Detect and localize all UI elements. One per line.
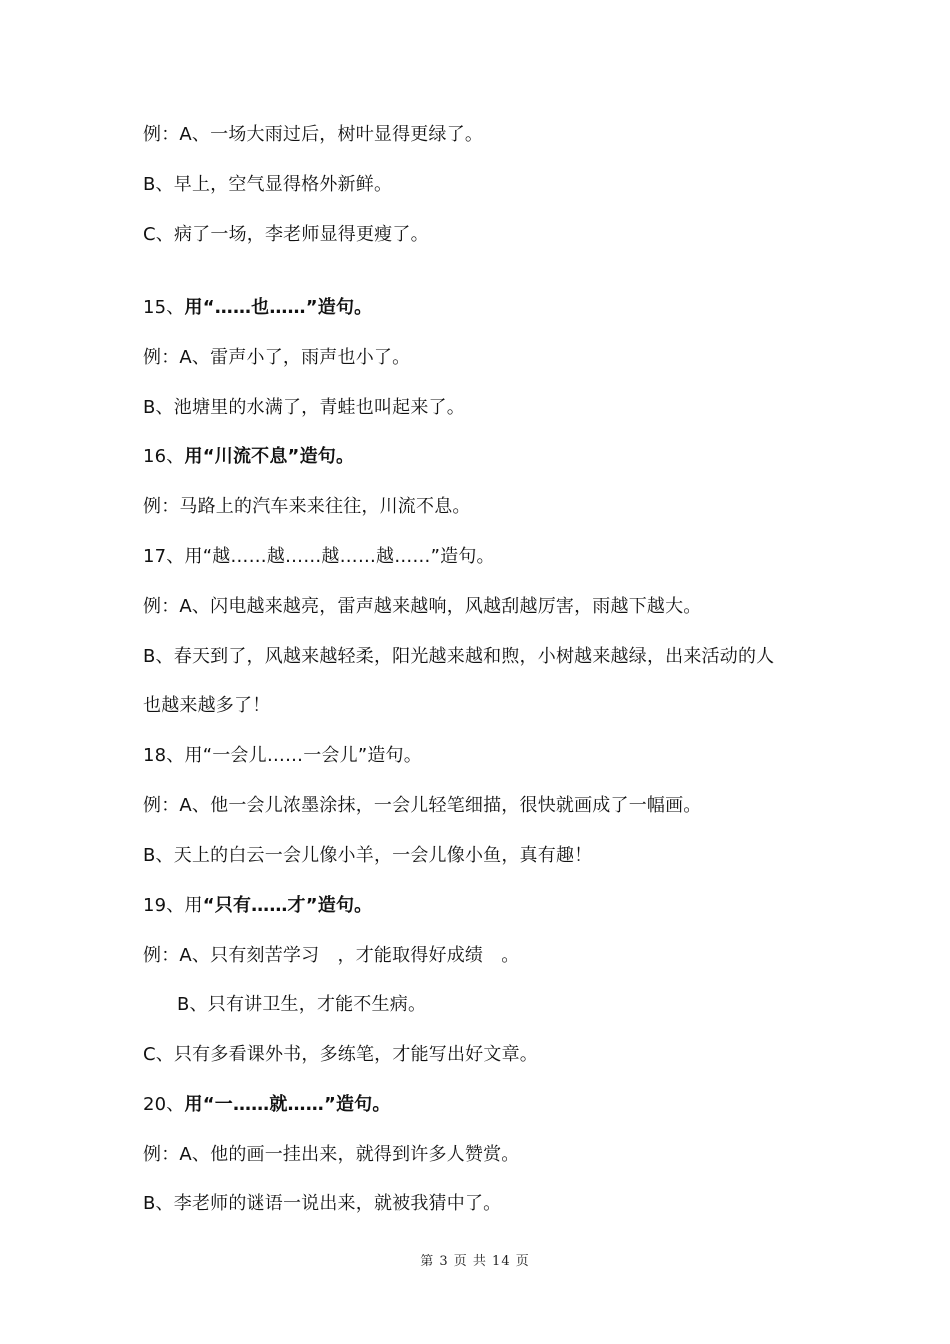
example-19b: B、只有讲卫生，才能不生病。 xyxy=(177,994,427,1015)
question-15-number: 15、 xyxy=(143,297,185,318)
question-16-number: 16、 xyxy=(143,446,185,467)
example-20b: B、李老师的谜语一说出来，就被我猜中了。 xyxy=(143,1193,502,1214)
question-20-number: 20、 xyxy=(143,1094,185,1115)
example-14b: B、早上，空气显得格外新鲜。 xyxy=(143,174,393,195)
example-14c: C、病了一场，李老师显得更瘦了。 xyxy=(143,224,429,245)
question-20-prompt: 用“一……就……”造句。 xyxy=(184,1094,391,1115)
question-19-number: 19、用 xyxy=(143,895,203,916)
example-18b: B、天上的白云一会儿像小羊，一会儿像小鱼，真有趣！ xyxy=(143,845,593,866)
question-17: 17、用“越……越……越……越……”造句。 xyxy=(143,546,495,567)
example-14a: 例：A、一场大雨过后，树叶显得更绿了。 xyxy=(143,124,484,145)
example-16: 例：马路上的汽车来来往往，川流不息。 xyxy=(143,496,471,517)
example-19a: 例：A、只有刻苦学习 ，才能取得好成绩 。 xyxy=(143,945,520,966)
example-20a: 例：A、他的画一挂出来，就得到许多人赞赏。 xyxy=(143,1144,520,1165)
example-15a: 例：A、雷声小了，雨声也小了。 xyxy=(143,347,411,368)
example-17a: 例：A、闪电越来越亮，雷声越来越响，风越刮越厉害，雨越下越大。 xyxy=(143,596,702,617)
question-16-prompt: 用“川流不息”造句。 xyxy=(184,446,355,467)
question-19-prompt: “只有……才”造句。 xyxy=(202,895,373,916)
page-number-footer: 第 3 页 共 14 页 xyxy=(420,1254,530,1269)
question-15-prompt: 用“……也……”造句。 xyxy=(184,297,373,318)
example-17b-continued: 也越来越多了！ xyxy=(143,695,271,716)
question-19 xyxy=(143,893,372,919)
question-18: 18、用“一会儿……一会儿”造句。 xyxy=(143,745,422,766)
example-17b: B、春天到了，风越来越轻柔，阳光越来越和煦，小树越来越绿，出来活动的人 xyxy=(143,646,775,667)
example-19c: C、只有多看课外书，多练笔，才能写出好文章。 xyxy=(143,1044,538,1065)
question-20 xyxy=(143,1092,391,1118)
example-15b: B、池塘里的水满了，青蛙也叫起来了。 xyxy=(143,397,465,418)
example-18a: 例：A、他一会儿浓墨涂抹，一会儿轻笔细描，很快就画成了一幅画。 xyxy=(143,795,702,816)
question-16 xyxy=(143,444,354,470)
question-15 xyxy=(143,295,372,321)
